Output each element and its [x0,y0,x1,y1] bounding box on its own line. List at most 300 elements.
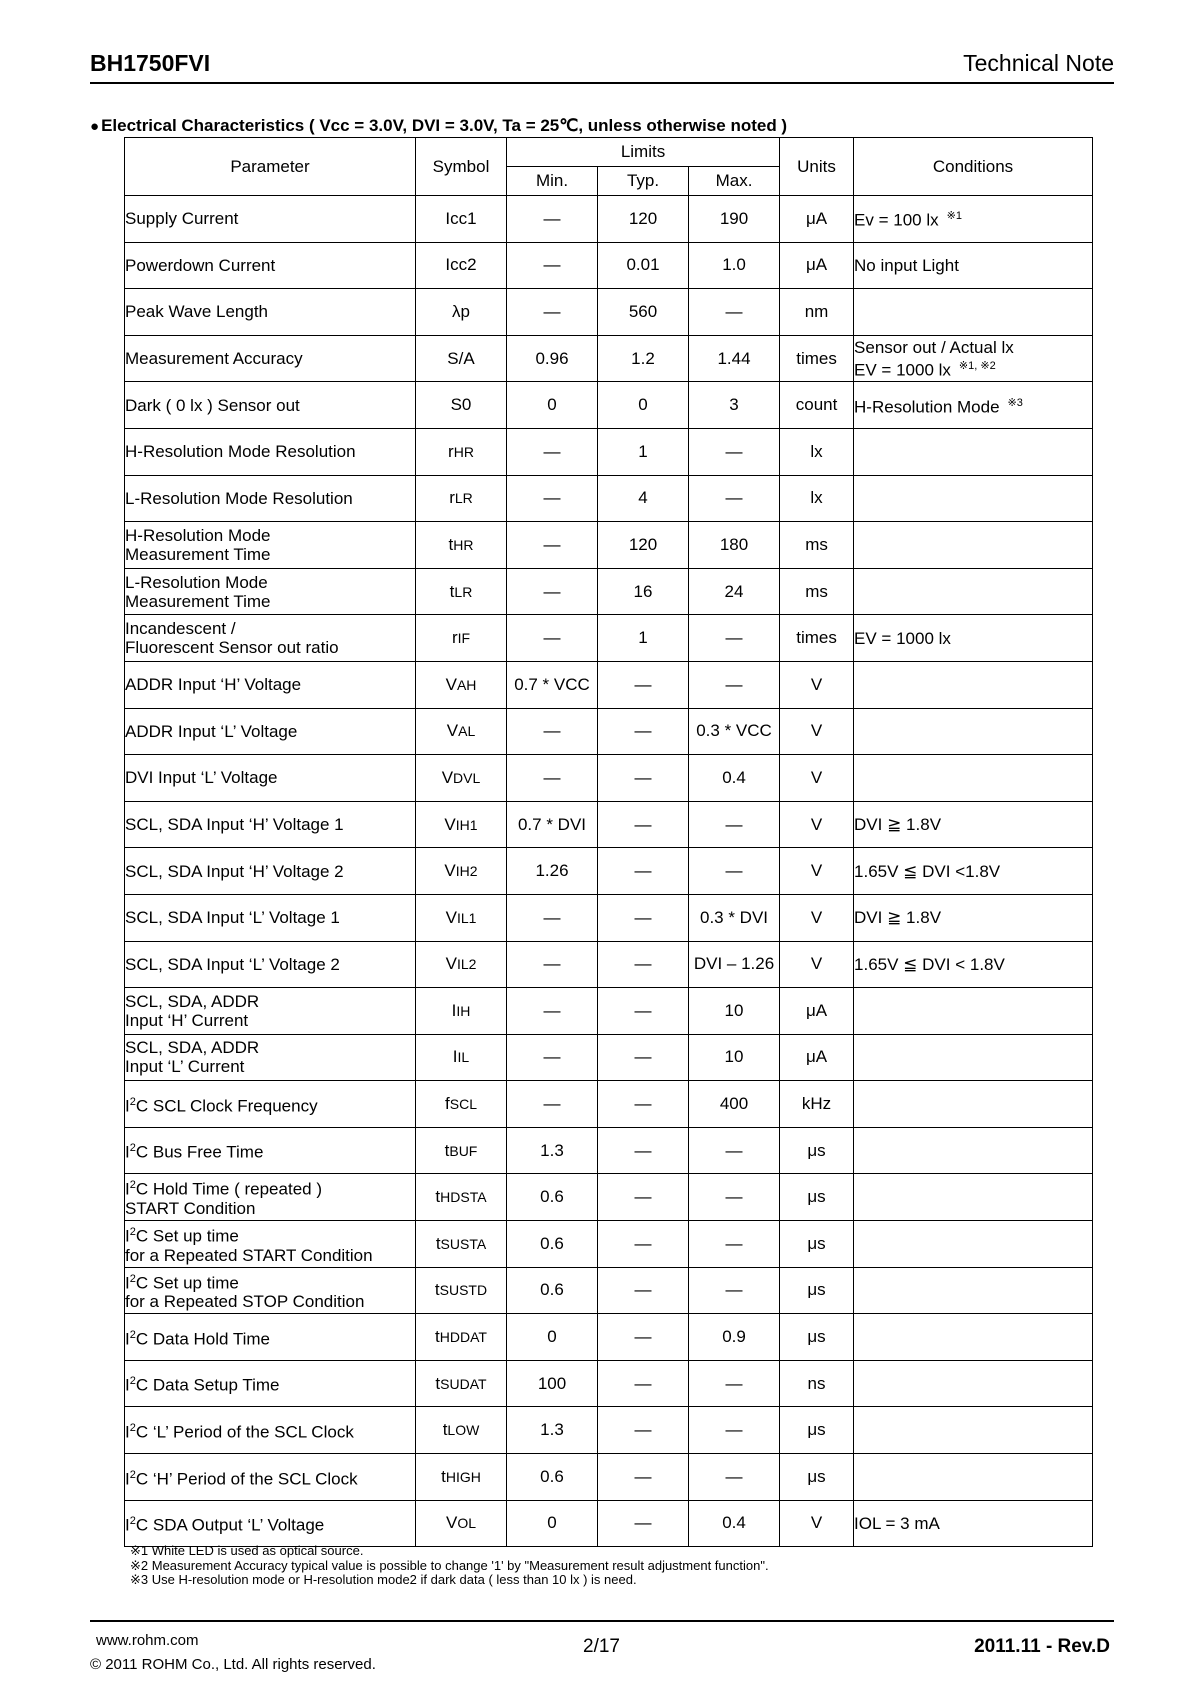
condition-text-2: EV = 1000 lx [854,360,951,380]
parameter-line-1: L-Resolution Mode [125,572,268,592]
table-row [125,755,1093,802]
cell-parameter [125,196,416,243]
cell-conditions [854,708,1093,755]
parameter-line-2: Fluorescent Sensor out ratio [125,638,339,658]
parameter-line-1: ADDR Input ‘L’ Voltage [125,721,298,741]
footnote-2: ※2 Measurement Accuracy typical value is possible to change '1' by "Measurement result adjustment function". [130,1557,769,1573]
parameter-line-1: SCL, SDA Input ‘H’ Voltage 1 [125,815,344,835]
cell-min: — [507,242,598,289]
parameter-line-1: $I^2C$ SDA Output ‘L’ Voltage [125,1515,325,1535]
cell-max: DVI – 1.26 [689,941,780,988]
condition-note-ref: ※1 [946,210,962,223]
condition-text: DVI ≧ 1.8V [854,908,942,928]
bullet-icon: ● [90,118,100,135]
cell-conditions [854,1267,1093,1314]
cell-typ: 0 [598,382,689,429]
cell-typ: 560 [598,289,689,336]
cell-parameter [125,1314,416,1361]
cell-conditions [854,1081,1093,1128]
cell-symbol: tSUSTD [416,1267,507,1314]
cell-unit: μs [780,1127,854,1174]
cell-parameter [125,1221,416,1268]
cell-conditions [854,522,1093,569]
cell-symbol: IIH [416,988,507,1035]
cell-typ: — [598,988,689,1035]
cell-conditions [854,1454,1093,1501]
cell-conditions [854,1174,1093,1221]
parameter-line-1: Dark ( 0 lx ) Sensor out [125,395,300,415]
cell-conditions [854,242,1093,289]
cell-min: — [507,568,598,615]
cell-unit: ms [780,568,854,615]
parameter-line-1: Supply Current [125,209,239,229]
cell-min: — [507,755,598,802]
table-row [125,1360,1093,1407]
cell-unit: lx [780,428,854,475]
cell-symbol: Icc2 [416,242,507,289]
cell-conditions [854,1127,1093,1174]
cell-max: — [689,289,780,336]
cell-typ: — [598,1127,689,1174]
cell-conditions [854,475,1093,522]
cell-unit: kHz [780,1081,854,1128]
cell-max: — [689,801,780,848]
cell-min: 1.3 [507,1127,598,1174]
condition-text: 1.65V ≦ DVI < 1.8V [854,954,1005,974]
parameter-line-1: $I^2C$ Bus Free Time [125,1142,264,1162]
footer-url[interactable]: www.rohm.com [96,1632,199,1649]
parameter-line-2: for a Repeated STOP Condition [125,1292,365,1312]
cell-min: — [507,615,598,662]
footnote-1: ※1 White LED is used as optical source. [130,1543,364,1558]
cell-typ: — [598,1034,689,1081]
parameter-line-1: DVI Input ‘L’ Voltage [125,768,278,788]
cell-parameter [125,801,416,848]
cell-parameter [125,941,416,988]
parameter-line-1: SCL, SDA Input ‘H’ Voltage 2 [125,861,344,881]
cell-parameter [125,1034,416,1081]
cell-unit: V [780,941,854,988]
cell-typ: — [598,1174,689,1221]
cell-symbol: VIL2 [416,941,507,988]
condition-text: EV = 1000 lx [854,628,951,648]
cell-typ: — [598,1081,689,1128]
cell-parameter [125,848,416,895]
cell-parameter [125,615,416,662]
parameter-line-2: Measurement Time [125,591,271,611]
table-row [125,1314,1093,1361]
page-number: 2/17 [583,1636,620,1657]
cell-typ: — [598,1221,689,1268]
header-symbol: Symbol [416,138,507,196]
cell-min: — [507,196,598,243]
cell-conditions [854,894,1093,941]
table-row [125,1081,1093,1128]
cell-typ: — [598,1500,689,1547]
cell-min: — [507,1081,598,1128]
cell-typ: 0.01 [598,242,689,289]
cell-min: — [507,988,598,1035]
cell-typ: 120 [598,196,689,243]
cell-typ: — [598,755,689,802]
cell-parameter [125,1081,416,1128]
cell-max: — [689,615,780,662]
cell-unit: μs [780,1267,854,1314]
cell-typ: 1 [598,428,689,475]
cell-conditions [854,988,1093,1035]
header-conditions: Conditions [854,138,1093,196]
cell-conditions [854,1221,1093,1268]
cell-max: 3 [689,382,780,429]
parameter-line-1: $I^2C$ Data Hold Time [125,1328,271,1349]
cell-parameter [125,988,416,1035]
cell-conditions [854,941,1093,988]
document-type: Technical Note [963,50,1114,76]
cell-unit: times [780,615,854,662]
cell-symbol: VAL [416,708,507,755]
cell-max: — [689,1267,780,1314]
cell-unit: V [780,894,854,941]
table-row [125,475,1093,522]
cell-unit: nm [780,289,854,336]
cell-unit: μs [780,1454,854,1501]
cell-parameter [125,1127,416,1174]
footnote-3: ※3 Use H-resolution mode or H-resolution mode2 if dark data ( less than 10 lx ) is need. [130,1572,637,1587]
cell-min: 0.6 [507,1267,598,1314]
cell-parameter [125,382,416,429]
cell-unit: μs [780,1314,854,1361]
parameter-line-1: $I^2C$ SCL Clock Frequency [125,1095,318,1116]
condition-note-ref: ※3 [1007,396,1023,409]
cell-symbol: IIL [416,1034,507,1081]
cell-typ: — [598,708,689,755]
cell-parameter [125,568,416,615]
cell-parameter [125,335,416,382]
parameter-line-1: $I^2C$ ‘L’ Period of the SCL Clock [125,1421,354,1442]
table-row [125,801,1093,848]
cell-conditions [854,848,1093,895]
cell-unit: V [780,801,854,848]
cell-max: — [689,428,780,475]
table-row [125,428,1093,475]
cell-parameter [125,1360,416,1407]
table-row [125,522,1093,569]
cell-max: — [689,848,780,895]
cell-min: 0.6 [507,1174,598,1221]
header-rule [90,82,1114,84]
condition-text: 1.65V ≦ DVI <1.8V [854,861,1001,881]
part-number: BH1750FVI [90,50,211,76]
cell-symbol: rHR [416,428,507,475]
cell-min: 0.96 [507,335,598,382]
condition-text: IOL = 3 mA [854,1513,940,1533]
table-row [125,941,1093,988]
cell-parameter [125,1407,416,1454]
cell-typ: — [598,941,689,988]
cell-max: 190 [689,196,780,243]
cell-conditions [854,428,1093,475]
cell-parameter [125,1454,416,1501]
parameter-line-2: Input ‘H’ Current [125,1010,249,1030]
cell-max: 400 [689,1081,780,1128]
cell-unit: μA [780,196,854,243]
table-row [125,1034,1093,1081]
parameter-line-1: SCL, SDA, ADDR [125,991,260,1011]
cell-symbol: VIH1 [416,801,507,848]
cell-max: — [689,1360,780,1407]
cell-typ: 1 [598,615,689,662]
cell-unit: V [780,848,854,895]
cell-unit: ns [780,1360,854,1407]
parameter-line-1: SCL, SDA Input ‘L’ Voltage 2 [125,954,340,974]
condition-text: Sensor out / Actual lx [854,337,1014,357]
cell-typ: 16 [598,568,689,615]
cell-conditions [854,1360,1093,1407]
cell-min: 0.7 * VCC [507,661,598,708]
cell-conditions [854,615,1093,662]
cell-min: — [507,428,598,475]
table-row [125,1221,1093,1268]
table-body [125,196,1093,1547]
table-row [125,196,1093,243]
cell-conditions [854,382,1093,429]
cell-min: 0 [507,1500,598,1547]
cell-min: 0 [507,1314,598,1361]
cell-conditions [854,196,1093,243]
parameter-line-1: $I^2C$ Hold Time ( repeated ) [125,1179,322,1200]
header-max: Max. [689,167,780,196]
table-row [125,1407,1093,1454]
cell-parameter [125,522,416,569]
parameter-line-1: $I^2C$ Set up time [125,1226,239,1246]
cell-symbol: Icc1 [416,196,507,243]
cell-parameter [125,475,416,522]
cell-typ: 4 [598,475,689,522]
cell-conditions [854,1314,1093,1361]
parameter-line-1: $I^2C$ Set up time [125,1272,239,1293]
cell-min: 0.7 * DVI [507,801,598,848]
cell-symbol: tSUSTA [416,1221,507,1268]
parameter-line-1: SCL, SDA, ADDR [125,1038,260,1058]
cell-unit: V [780,708,854,755]
cell-max: 10 [689,988,780,1035]
cell-typ: — [598,1360,689,1407]
parameter-line-2: Input ‘L’ Current [125,1057,245,1077]
cell-min: — [507,708,598,755]
cell-min: — [507,475,598,522]
cell-symbol: tHR [416,522,507,569]
condition-text: Ev = 100 lx [854,211,939,231]
cell-parameter [125,428,416,475]
table-row [125,848,1093,895]
cell-unit: μA [780,988,854,1035]
table-row [125,289,1093,336]
cell-max: 0.3 * VCC [689,708,780,755]
parameter-line-1: $I^2C$ Data Setup Time [125,1375,280,1395]
cell-conditions [854,1500,1093,1547]
cell-unit: count [780,382,854,429]
cell-min: — [507,941,598,988]
cell-max: — [689,475,780,522]
cell-typ: — [598,801,689,848]
cell-conditions [854,335,1093,382]
parameter-line-2: for a Repeated START Condition [125,1245,373,1265]
cell-unit: V [780,661,854,708]
footnotes [130,1544,769,1588]
table-row [125,242,1093,289]
cell-min: 1.3 [507,1407,598,1454]
cell-symbol: tHDSTA [416,1174,507,1221]
cell-symbol: rIF [416,615,507,662]
cell-max: — [689,1407,780,1454]
cell-max: 0.9 [689,1314,780,1361]
cell-parameter [125,1174,416,1221]
cell-unit: V [780,755,854,802]
cell-symbol: tLOW [416,1407,507,1454]
parameter-line-1: Powerdown Current [125,255,276,275]
cell-unit: μs [780,1221,854,1268]
cell-max: — [689,1454,780,1501]
table-row [125,1500,1093,1547]
cell-typ: — [598,848,689,895]
cell-parameter [125,894,416,941]
cell-max: — [689,1127,780,1174]
cell-symbol: VDVL [416,755,507,802]
parameter-line-1: Incandescent / [125,619,236,639]
cell-symbol: tLR [416,568,507,615]
cell-max: — [689,1221,780,1268]
cell-min: 1.26 [507,848,598,895]
cell-parameter [125,708,416,755]
condition-text: No input Light [854,255,959,275]
cell-symbol: fSCL [416,1081,507,1128]
table-row [125,382,1093,429]
cell-unit: ms [780,522,854,569]
parameter-line-1: ADDR Input ‘H’ Voltage [125,675,302,695]
table-row [125,661,1093,708]
footer-copyright: © 2011 ROHM Co., Ltd. All rights reserved. [90,1656,376,1673]
cell-conditions [854,289,1093,336]
table-row [125,988,1093,1035]
cell-parameter [125,289,416,336]
section-title-text: Electrical Characteristics ( Vcc = 3.0V, DVI = 3.0V, Ta = 25℃, unless otherwise noted ) [101,116,788,135]
parameter-line-2: Measurement Time [125,544,271,564]
cell-max: 0.4 [689,755,780,802]
cell-max: 1.0 [689,242,780,289]
cell-typ: — [598,1407,689,1454]
cell-symbol: rLR [416,475,507,522]
cell-symbol: VIH2 [416,848,507,895]
cell-unit: μs [780,1407,854,1454]
header-parameter: Parameter [125,138,416,196]
cell-symbol: λp [416,289,507,336]
table-row [125,568,1093,615]
cell-min: 0 [507,382,598,429]
cell-max: — [689,1174,780,1221]
cell-unit: μA [780,1034,854,1081]
parameter-line-2: START Condition [125,1199,256,1219]
cell-max: — [689,661,780,708]
cell-symbol: tHIGH [416,1454,507,1501]
parameter-line-1: Peak Wave Length [125,302,269,322]
table-row [125,1127,1093,1174]
cell-max: 0.4 [689,1500,780,1547]
cell-parameter [125,1267,416,1314]
cell-typ: — [598,661,689,708]
table-row [125,1267,1093,1314]
footer-rule [90,1620,1114,1622]
parameter-line-1: SCL, SDA Input ‘L’ Voltage 1 [125,908,340,928]
cell-typ: — [598,1314,689,1361]
revision: 2011.11 - Rev.D [974,1636,1110,1657]
table-row [125,894,1093,941]
header-typ: Typ. [598,167,689,196]
cell-symbol: tSUDAT [416,1360,507,1407]
cell-conditions [854,1407,1093,1454]
parameter-line-1: L-Resolution Mode Resolution [125,488,353,508]
cell-unit: lx [780,475,854,522]
parameter-line-1: $I^2C$ ‘H’ Period of the SCL Clock [125,1468,358,1489]
condition-note-ref: ※1, ※2 [958,359,996,372]
cell-parameter [125,1500,416,1547]
cell-conditions [854,755,1093,802]
cell-min: — [507,894,598,941]
condition-text: DVI ≧ 1.8V [854,815,942,835]
header-min: Min. [507,167,598,196]
cell-unit: times [780,335,854,382]
parameter-line-1: H-Resolution Mode [125,525,271,545]
condition-text: H-Resolution Mode [854,397,1000,417]
cell-max: 24 [689,568,780,615]
cell-min: — [507,1034,598,1081]
cell-unit: μs [780,1174,854,1221]
cell-symbol: VAH [416,661,507,708]
cell-conditions [854,568,1093,615]
cell-conditions [854,801,1093,848]
cell-conditions [854,661,1093,708]
cell-conditions [854,1034,1093,1081]
cell-typ: 120 [598,522,689,569]
cell-parameter [125,242,416,289]
cell-symbol: tHDDAT [416,1314,507,1361]
cell-parameter [125,661,416,708]
table-row [125,1174,1093,1221]
header-limits: Limits [507,138,780,167]
cell-parameter [125,755,416,802]
cell-symbol: S/A [416,335,507,382]
parameter-line-1: Measurement Accuracy [125,349,303,369]
cell-max: 180 [689,522,780,569]
table-row [125,615,1093,662]
cell-unit: V [780,1500,854,1547]
cell-max: 0.3 * DVI [689,894,780,941]
cell-typ: — [598,1267,689,1314]
cell-max: 10 [689,1034,780,1081]
cell-unit: μA [780,242,854,289]
cell-typ: — [598,894,689,941]
cell-symbol: VOL [416,1500,507,1547]
cell-min: 0.6 [507,1221,598,1268]
table-row [125,708,1093,755]
parameter-line-1: H-Resolution Mode Resolution [125,442,356,462]
section-title [90,116,787,136]
cell-symbol: S0 [416,382,507,429]
table-row [125,1454,1093,1501]
electrical-characteristics-table [124,137,1093,1547]
header-units: Units [780,138,854,196]
cell-typ: — [598,1454,689,1501]
cell-min: 100 [507,1360,598,1407]
